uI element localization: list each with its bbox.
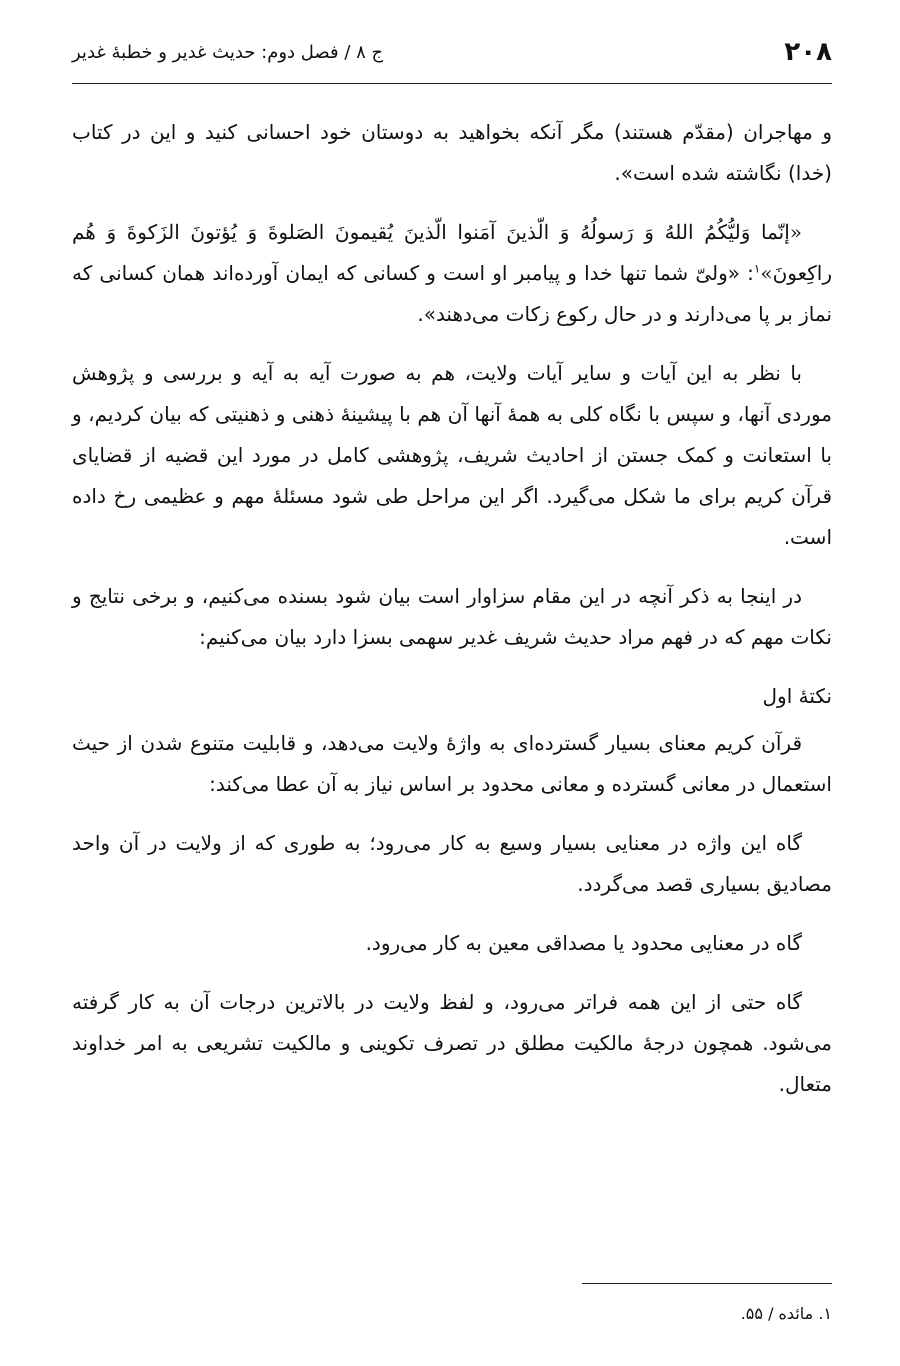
paragraph-3: با نظر به این آیات و سایر آیات ولایت، هم به صورت آیه به آیه و بررسی و پژوهش موردی آنها، و سپس با نگاه کلی به همهٔ آنها آن هم با پیشینهٔ ذهنی و ذهنیتی که بیان کردیم، و با استعانت و کمک جستن از احادیث شریف، پژوهشی کامل در مورد این قضیه از قضایای قرآن کریم برای ما شکل می‌گیرد. اگر این مراحل طی شود مسئلهٔ مهم و عظیمی رخ داده است.	[72, 361, 832, 549]
quran-verse: «إنّما وَلیُّکُمُ اللهُ وَ رَسولُهُ وَ الّذینَ آمَنوا الّذینَ یُقیمونَ الصَلوةَ وَ یُؤتونَ الزَکوةَ وَ هُم راکِعونَ»	[72, 220, 832, 285]
section-heading: نکتهٔ اول	[762, 684, 832, 708]
paragraph-verse	[72, 212, 832, 335]
paragraph-8: گاه حتی از این همه فراتر می‌رود، و لفظ ولایت در بالاترین درجات آن به کار گرفته می‌شود. همچون درجهٔ مالکیت مطلق در تصرف تکوینی و مالکیت تشریعی به امر خداوند متعال.	[72, 990, 832, 1096]
paragraph-5: قرآن کریم معنای بسیار گسترده‌ای به واژهٔ ولایت می‌دهد، و قابلیت متنوع شدن از حیث استعمال در معانی گسترده و معانی محدود بر اساس نیاز به آن عطا می‌کند:	[72, 731, 832, 796]
footnote-rule	[582, 1283, 832, 1284]
paragraph-1: و مهاجران (مقدّم هستند) مگر آنکه بخواهید به دوستان خود احسانی کنید و این در کتاب (خدا) نگاشته شده است».	[72, 120, 832, 185]
paragraph-6: گاه این واژه در معنایی بسیار وسیع به کار می‌رود؛ به طوری که از ولایت در آن واحد مصادیق بسیاری قصد می‌گردد.	[72, 831, 832, 896]
footnote: ۱. مائده / ۵۵.	[740, 1304, 832, 1323]
running-header	[72, 30, 832, 74]
book-page	[72, 0, 832, 1366]
body-text	[72, 112, 832, 1123]
running-title: ج ۸ / فصل دوم: حدیث غدیر و خطبهٔ غدیر	[72, 41, 384, 63]
paragraph-4: در اینجا به ذکر آنچه در این مقام سزاوار است بیان شود بسنده می‌کنیم، و برخی نتایج و نکات مهم که در فهم مراد حدیث شریف غدیر سهمی بسزا دارد بیان می‌کنیم:	[72, 584, 832, 649]
paragraph-7: گاه در معنایی محدود یا مصداقی معین به کار می‌رود.	[365, 931, 802, 955]
footnote-marker: ۱	[753, 261, 761, 276]
page-number: ۲۰۸	[784, 37, 832, 67]
verse-translation: : «ولیّ شما تنها خدا و پیامبر او است و کسانی که ایمان آورده‌اند همان کسانی که نماز بر پا می‌دارند و در حال رکوع زکات می‌دهند».	[72, 261, 832, 326]
header-rule	[72, 83, 832, 84]
